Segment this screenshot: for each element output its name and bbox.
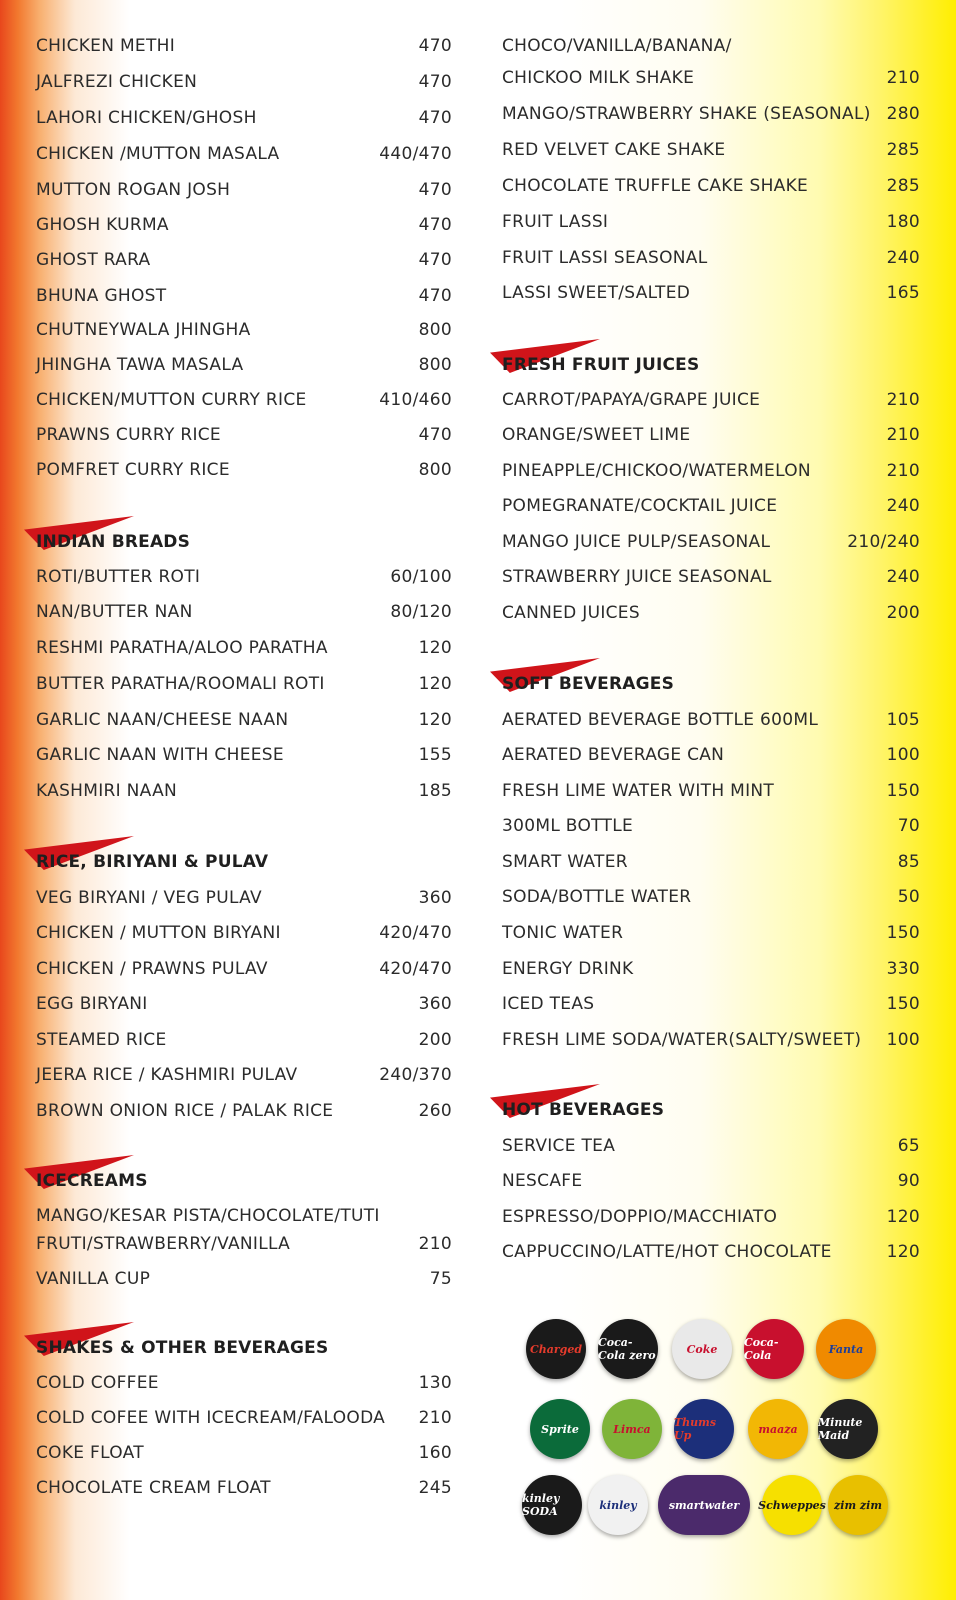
item-price: 155 <box>418 745 452 765</box>
item-name: LAHORI CHICKEN/GHOSH <box>36 108 257 128</box>
item-price: 360 <box>418 994 452 1014</box>
item-name: 300ML BOTTLE <box>502 816 634 836</box>
menu-item <box>502 745 920 765</box>
item-price: 440/470 <box>379 144 452 164</box>
item-name: CAPPUCCINO/LATTE/HOT CHOCOLATE <box>502 1242 832 1262</box>
item-price: 260 <box>418 1101 452 1121</box>
menu-item <box>502 532 920 552</box>
menu-item <box>502 603 920 623</box>
menu-item <box>502 425 920 445</box>
item-price: 210 <box>886 390 920 410</box>
menu-item <box>36 144 452 164</box>
item-price: 470 <box>418 250 452 270</box>
zim-zim-logo: zim zim <box>828 1475 888 1535</box>
item-price: 470 <box>418 36 452 56</box>
item-price: 105 <box>886 710 920 730</box>
section-heading: SHAKES & OTHER BEVERAGES <box>36 1338 328 1358</box>
section-heading: RICE, BIRIYANI & PULAV <box>36 852 268 872</box>
menu-item <box>36 425 452 445</box>
item-name: KASHMIRI NAAN <box>36 781 178 801</box>
item-name: GHOSH KURMA <box>36 215 169 235</box>
item-name: VANILLA CUP <box>36 1269 151 1289</box>
item-name: JALFREZI CHICKEN <box>36 72 198 92</box>
item-name: RESHMI PARATHA/ALOO PARATHA <box>36 638 328 658</box>
item-name: BHUNA GHOST <box>36 286 167 306</box>
item-price: 285 <box>886 140 920 160</box>
item-name: FRUTI/STRAWBERRY/VANILLA <box>36 1234 291 1254</box>
item-price: 200 <box>418 1030 452 1050</box>
item-name: CANNED JUICES <box>502 603 640 623</box>
thums-up-charged-logo: Charged <box>526 1319 586 1379</box>
menu-item <box>502 567 920 587</box>
item-price: 210/240 <box>847 532 920 552</box>
item-name: CHICKEN/MUTTON CURRY RICE <box>36 390 307 410</box>
item-name: ROTI/BUTTER ROTI <box>36 567 201 587</box>
menu-item <box>36 460 452 480</box>
item-name: SODA/BOTTLE WATER <box>502 887 692 907</box>
item-name: FRUIT LASSI <box>502 212 609 232</box>
item-price: 75 <box>429 1269 452 1289</box>
item-name: VEG BIRYANI / VEG PULAV <box>36 888 262 908</box>
item-price: 800 <box>418 355 452 375</box>
item-name: CHICKEN /MUTTON MASALA <box>36 144 280 164</box>
item-name: JEERA RICE / KASHMIRI PULAV <box>36 1065 298 1085</box>
item-name: GARLIC NAAN WITH CHEESE <box>36 745 284 765</box>
menu-item <box>502 816 920 836</box>
menu-item <box>36 390 452 410</box>
menu-item <box>502 496 920 516</box>
menu-item <box>502 1136 920 1156</box>
menu-item <box>36 888 452 908</box>
item-name: LASSI SWEET/SALTED <box>502 283 691 303</box>
item-price: 210 <box>886 68 920 88</box>
item-name: MANGO JUICE PULP/SEASONAL <box>502 532 771 552</box>
menu-item <box>36 286 452 306</box>
item-price: 470 <box>418 72 452 92</box>
item-price: 240 <box>886 248 920 268</box>
item-name: STEAMED RICE <box>36 1030 167 1050</box>
item-name: AERATED BEVERAGE CAN <box>502 745 725 765</box>
menu-item <box>502 994 920 1014</box>
item-name: CARROT/PAPAYA/GRAPE JUICE <box>502 390 761 410</box>
item-price: 800 <box>418 320 452 340</box>
menu-item <box>36 1065 452 1085</box>
item-name: AERATED BEVERAGE BOTTLE 600ML <box>502 710 819 730</box>
menu-item <box>502 1207 920 1227</box>
menu-item <box>36 1269 452 1289</box>
sprite-logo: Sprite <box>530 1399 590 1459</box>
section-heading: ICECREAMS <box>36 1171 148 1191</box>
menu-item <box>502 852 920 872</box>
item-price: 240 <box>886 567 920 587</box>
item-price: 185 <box>418 781 452 801</box>
menu-item <box>36 638 452 658</box>
menu-item <box>36 1478 452 1498</box>
fanta-logo: Fanta <box>816 1319 876 1379</box>
item-name: COLD COFEE WITH ICECREAM/FALOODA <box>36 1408 386 1428</box>
item-price: 330 <box>886 959 920 979</box>
item-name: CHUTNEYWALA JHINGHA <box>36 320 251 340</box>
section-heading: SOFT BEVERAGES <box>502 674 674 694</box>
menu-item <box>502 461 920 481</box>
menu-item <box>502 923 920 943</box>
item-price: 245 <box>418 1478 452 1498</box>
menu-item <box>502 140 920 160</box>
menu-item <box>36 1206 380 1226</box>
menu-item <box>36 745 452 765</box>
item-name: BUTTER PARATHA/ROOMALI ROTI <box>36 674 325 694</box>
coca-cola-zero-logo: Coca-Cola zero <box>598 1319 658 1379</box>
item-price: 85 <box>897 852 920 872</box>
item-price: 210 <box>886 461 920 481</box>
item-name: ICED TEAS <box>502 994 595 1014</box>
item-price: 60/100 <box>390 567 452 587</box>
item-name: PRAWNS CURRY RICE <box>36 425 221 445</box>
item-price: 240/370 <box>379 1065 452 1085</box>
item-name: MANGO/STRAWBERRY SHAKE (SEASONAL) <box>502 104 871 124</box>
item-name: ESPRESSO/DOPPIO/MACCHIATO <box>502 1207 778 1227</box>
item-name: FRESH LIME SODA/WATER(SALTY/SWEET) <box>502 1030 862 1050</box>
item-price: 210 <box>418 1234 452 1254</box>
kinley-logo: kinley <box>588 1475 648 1535</box>
menu-item <box>502 283 920 303</box>
menu-item <box>36 72 452 92</box>
thums-up-logo: Thums Up <box>674 1399 734 1459</box>
item-name: FRUIT LASSI SEASONAL <box>502 248 708 268</box>
menu-item <box>36 781 452 801</box>
menu-item <box>502 1030 920 1050</box>
menu-item <box>36 674 452 694</box>
menu-item <box>502 1242 920 1262</box>
item-price: 285 <box>886 176 920 196</box>
item-price: 210 <box>886 425 920 445</box>
item-price: 120 <box>418 710 452 730</box>
item-price: 50 <box>897 887 920 907</box>
menu-item <box>36 1443 452 1463</box>
item-price: 100 <box>886 745 920 765</box>
menu-item <box>36 994 452 1014</box>
item-price: 470 <box>418 425 452 445</box>
schweppes-logo: Schweppes <box>762 1475 822 1535</box>
menu-item <box>502 959 920 979</box>
item-price: 80/120 <box>390 602 452 622</box>
item-price: 120 <box>418 638 452 658</box>
item-name: STRAWBERRY JUICE SEASONAL <box>502 567 772 587</box>
item-name: POMFRET CURRY RICE <box>36 460 230 480</box>
item-price: 120 <box>886 1242 920 1262</box>
item-price: 280 <box>886 104 920 124</box>
item-name: EGG BIRYANI <box>36 994 148 1014</box>
menu-item <box>36 1101 452 1121</box>
coca-cola-logo: Coca-Cola <box>744 1319 804 1379</box>
smartwater-logo: smartwater <box>658 1475 750 1535</box>
section-heading: INDIAN BREADS <box>36 532 190 552</box>
menu-item <box>502 710 920 730</box>
item-name: MANGO/KESAR PISTA/CHOCOLATE/TUTI <box>36 1206 380 1226</box>
item-name: ORANGE/SWEET LIME <box>502 425 691 445</box>
item-price: 360 <box>418 888 452 908</box>
item-price: 420/470 <box>379 959 452 979</box>
menu-item <box>36 602 452 622</box>
maaza-logo: maaza <box>748 1399 808 1459</box>
item-price: 90 <box>897 1171 920 1191</box>
menu-item <box>502 36 732 56</box>
item-price: 150 <box>886 994 920 1014</box>
menu-item <box>502 781 920 801</box>
item-name: CHICKEN / PRAWNS PULAV <box>36 959 268 979</box>
item-price: 470 <box>418 215 452 235</box>
item-name: COKE FLOAT <box>36 1443 144 1463</box>
menu-item <box>502 1171 920 1191</box>
item-name: NESCAFE <box>502 1171 583 1191</box>
item-name: ENERGY DRINK <box>502 959 634 979</box>
menu-item <box>502 390 920 410</box>
item-price: 160 <box>418 1443 452 1463</box>
item-name: TONIC WATER <box>502 923 624 943</box>
item-name: FRESH LIME WATER WITH MINT <box>502 781 775 801</box>
item-price: 150 <box>886 923 920 943</box>
menu-item <box>502 104 920 124</box>
menu-item <box>36 567 452 587</box>
menu-item <box>36 1373 452 1393</box>
menu-item <box>502 248 920 268</box>
item-price: 130 <box>418 1373 452 1393</box>
item-price: 70 <box>897 816 920 836</box>
menu-item <box>36 1234 452 1254</box>
menu-item <box>36 959 452 979</box>
menu-item <box>36 923 452 943</box>
item-price: 180 <box>886 212 920 232</box>
menu-item <box>502 176 920 196</box>
item-name: GHOST RARA <box>36 250 151 270</box>
item-name: COLD COFFEE <box>36 1373 159 1393</box>
menu-item <box>36 180 452 200</box>
menu-item <box>36 355 452 375</box>
item-price: 210 <box>418 1408 452 1428</box>
item-name: GARLIC NAAN/CHEESE NAAN <box>36 710 289 730</box>
item-name: BROWN ONION RICE / PALAK RICE <box>36 1101 334 1121</box>
item-price: 200 <box>886 603 920 623</box>
menu-item <box>36 250 452 270</box>
item-name: POMEGRANATE/COCKTAIL JUICE <box>502 496 778 516</box>
item-price: 800 <box>418 460 452 480</box>
item-price: 165 <box>886 283 920 303</box>
item-name: PINEAPPLE/CHICKOO/WATERMELON <box>502 461 811 481</box>
item-price: 470 <box>418 180 452 200</box>
item-name: CHICKEN / MUTTON BIRYANI <box>36 923 281 943</box>
item-price: 120 <box>886 1207 920 1227</box>
menu-item <box>36 320 452 340</box>
item-name: RED VELVET CAKE SHAKE <box>502 140 726 160</box>
item-price: 240 <box>886 496 920 516</box>
section-heading: FRESH FRUIT JUICES <box>502 355 699 375</box>
item-price: 120 <box>418 674 452 694</box>
item-name: SERVICE TEA <box>502 1136 616 1156</box>
item-name: SMART WATER <box>502 852 628 872</box>
kinley-soda-logo: kinley SODA <box>522 1475 582 1535</box>
item-price: 410/460 <box>379 390 452 410</box>
menu-item <box>36 710 452 730</box>
item-price: 470 <box>418 108 452 128</box>
limca-logo: Limca <box>602 1399 662 1459</box>
menu-item <box>36 36 452 56</box>
menu-item <box>36 215 452 235</box>
item-name: CHOCOLATE CREAM FLOAT <box>36 1478 271 1498</box>
item-name: NAN/BUTTER NAN <box>36 602 193 622</box>
item-price: 100 <box>886 1030 920 1050</box>
item-price: 420/470 <box>379 923 452 943</box>
menu-item <box>36 108 452 128</box>
menu-item <box>502 68 920 88</box>
menu-item <box>36 1408 452 1428</box>
brand-logos <box>520 1315 890 1575</box>
item-name: JHINGHA TAWA MASALA <box>36 355 244 375</box>
item-name: CHICKOO MILK SHAKE <box>502 68 695 88</box>
item-price: 65 <box>897 1136 920 1156</box>
item-price: 150 <box>886 781 920 801</box>
section-heading: HOT BEVERAGES <box>502 1100 664 1120</box>
menu-item <box>36 1030 452 1050</box>
item-name: CHOCOLATE TRUFFLE CAKE SHAKE <box>502 176 809 196</box>
menu-item <box>502 212 920 232</box>
item-price: 470 <box>418 286 452 306</box>
item-name: MUTTON ROGAN JOSH <box>36 180 231 200</box>
item-name: CHICKEN METHI <box>36 36 176 56</box>
minute-maid-logo: Minute Maid <box>818 1399 878 1459</box>
menu-item <box>502 887 920 907</box>
item-name: CHOCO/VANILLA/BANANA/ <box>502 36 732 56</box>
diet-coke-logo: Coke <box>672 1319 732 1379</box>
